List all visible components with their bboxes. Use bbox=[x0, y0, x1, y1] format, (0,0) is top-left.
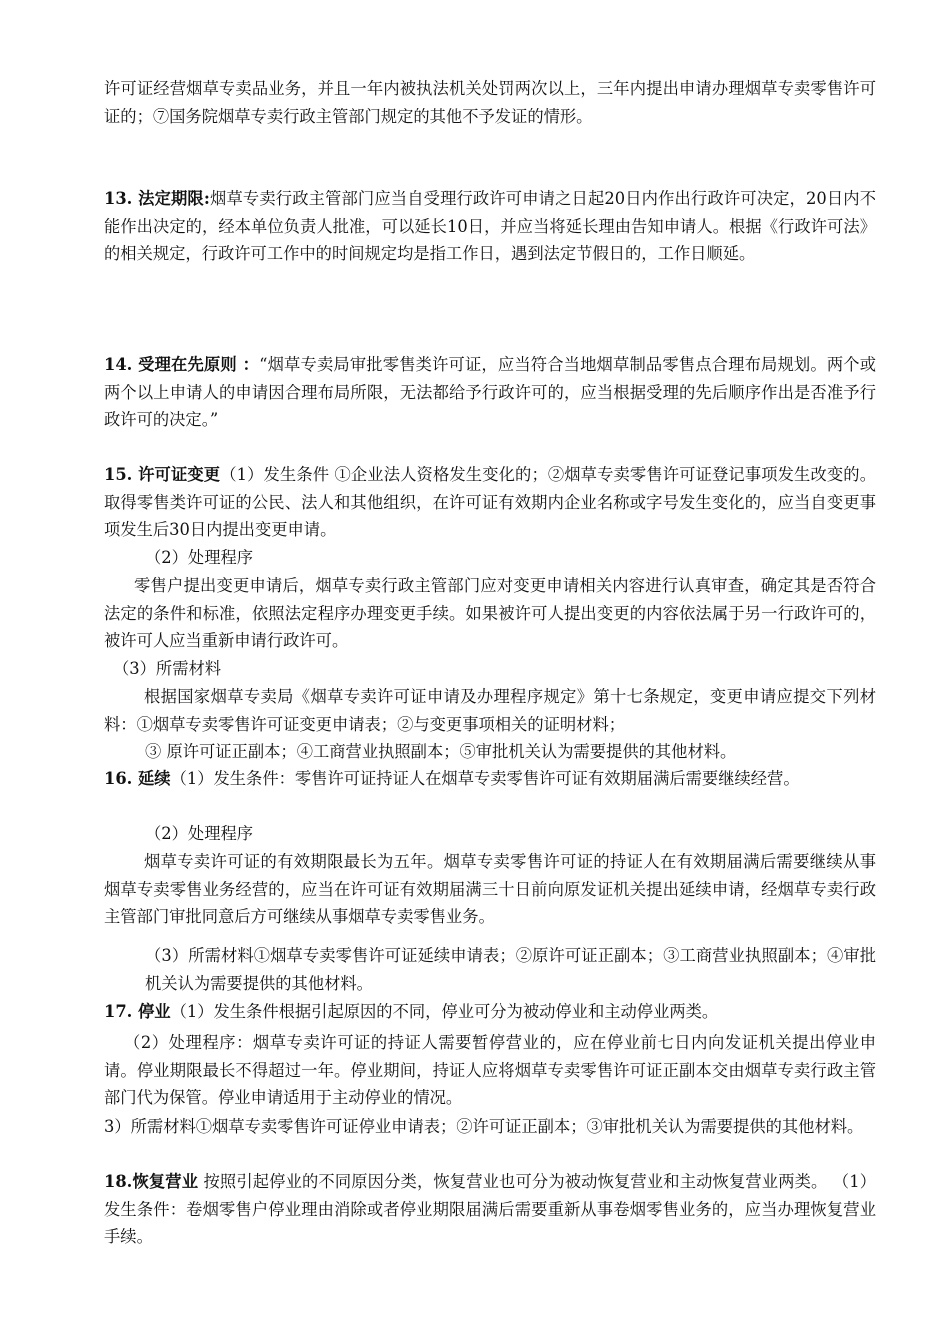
paragraph-text: （2）处理程序：烟草专卖许可证的持证人需要暂停营业的，应在停业前七日内向发证机关提出停业申请。停业期限最长不得超过一年。停业期间，持证人应将烟草专卖零售许可证正副本交由烟草专卖行政主管部门代为保管。停业申请适用于主动停业的情况。 bbox=[104, 1033, 876, 1107]
paragraph-13-legal-time-limit bbox=[104, 185, 876, 268]
section-heading: 16. 延续 bbox=[104, 769, 171, 788]
paragraph-text: （2）处理程序 bbox=[145, 548, 254, 567]
section-heading: 15. 许可证变更 bbox=[104, 465, 221, 484]
paragraph-change-materials-cont bbox=[145, 738, 876, 766]
section-heading: 14. 受理在先原则 ： bbox=[104, 355, 260, 374]
subheading-processing bbox=[145, 544, 876, 572]
paragraph-suspension-procedure bbox=[104, 1029, 876, 1112]
paragraph-text: 烟草专卖行政主管部门应当自受理行政许可申请之日起20日内作出行政许可决定，20日内不能作出决定的，经本单位负责人批准，可以延长10日，并应当将延长理由告知申请人。根据《行政许可法》的相关规定，行政许可工作中的时间规定均是指工作日，遇到法定节假日的，工作日顺延。 bbox=[104, 189, 876, 263]
paragraph-text: 3）所需材料①烟草专卖零售许可证停业申请表；②许可证正副本；③审批机关认为需要提供的其他材料。 bbox=[104, 1117, 864, 1136]
paragraph-text: 烟草专卖许可证的有效期限最长为五年。烟草专卖零售许可证的持证人在有效期届满后需要继续从事烟草专卖零售业务经营的，应当在许可证有效期届满三十日前向原发证机关提出延续申请，经烟草专卖行政主管部门审批同意后方可继续从事烟草专卖零售业务。 bbox=[104, 852, 876, 926]
paragraph-12-continued bbox=[104, 75, 876, 130]
paragraph-text: （1）发生条件根据引起原因的不同，停业可分为被动停业和主动停业两类。 bbox=[170, 1002, 719, 1021]
paragraph-text: 许可证经营烟草专卖品业务，并且一年内被执法机关处罚两次以上，三年内提出申请办理烟草专卖零售许可证的；⑦国务院烟草专卖行政主管部门规定的其他不予发证的情形。 bbox=[104, 79, 876, 126]
paragraph-text: 零售户提出变更申请后，烟草专卖行政主管部门应对变更申请相关内容进行认真审查，确定其是否符合法定的条件和标准，依照法定程序办理变更手续。如果被许可人提出变更的内容依法属于另一行政许可的，被许可人应当重新申请行政许可。 bbox=[104, 576, 876, 650]
paragraph-change-materials bbox=[104, 683, 876, 738]
paragraph-18-resume-business bbox=[104, 1168, 876, 1251]
paragraph-suspension-materials bbox=[104, 1113, 876, 1141]
paragraph-text: 根据国家烟草专卖局《烟草专卖许可证申请及办理程序规定》第十七条规定，变更申请应提交下列材料：①烟草专卖零售许可证变更申请表；②与变更事项相关的证明材料； bbox=[104, 687, 876, 734]
section-heading: 17. 停业 bbox=[104, 1002, 171, 1021]
paragraph-renewal-materials bbox=[145, 942, 876, 997]
section-heading: 13. 法定期限: bbox=[104, 189, 210, 208]
paragraph-text: （1）发生条件 ①企业法人资格发生变化的；②烟草专卖零售许可证登记事项发生改变的。取得零售类许可证的公民、法人和其他组织，在许可证有效期内企业名称或字号发生变化的，应当自变更事项发生后30日内提出变更申请。 bbox=[104, 465, 876, 539]
section-heading: 18.恢复营业 bbox=[104, 1172, 199, 1191]
paragraph-text: （1）发生条件：零售许可证持证人在烟草专卖零售许可证有效期届满后需要继续经营。 bbox=[170, 769, 800, 788]
subheading-materials bbox=[113, 655, 876, 683]
paragraph-change-procedure bbox=[104, 572, 876, 655]
paragraph-16-renewal bbox=[104, 765, 876, 793]
paragraph-14-first-accepted-principle bbox=[104, 351, 876, 434]
paragraph-text: （3）所需材料 bbox=[113, 659, 222, 678]
paragraph-renewal-procedure bbox=[104, 848, 876, 931]
paragraph-text: ③ 原许可证正副本；④工商营业执照副本；⑤审批机关认为需要提供的其他材料。 bbox=[145, 742, 737, 761]
paragraph-text: 按照引起停业的不同原因分类，恢复营业也可分为被动恢复营业和主动恢复营业两类。 （1）发生条件：卷烟零售户停业理由消除或者停业期限届满后需要重新从事卷烟零售业务的，应当办理恢复营业手续。 bbox=[104, 1172, 876, 1246]
paragraph-17-suspension bbox=[104, 998, 876, 1026]
paragraph-text: （2）处理程序 bbox=[145, 824, 254, 843]
paragraph-text: （3）所需材料①烟草专卖零售许可证延续申请表；②原许可证正副本；③工商营业执照副本；④审批机关认为需要提供的其他材料。 bbox=[145, 946, 876, 993]
paragraph-15-license-change bbox=[104, 461, 876, 544]
subheading-renewal-processing bbox=[145, 820, 876, 848]
paragraph-text: “烟草专卖局审批零售类许可证，应当符合当地烟草制品零售点合理布局规划。两个或两个以上申请人的申请因合理布局所限，无法都给予行政许可的，应当根据受理的先后顺序作出是否准予行政许可的决定。” bbox=[104, 355, 876, 429]
